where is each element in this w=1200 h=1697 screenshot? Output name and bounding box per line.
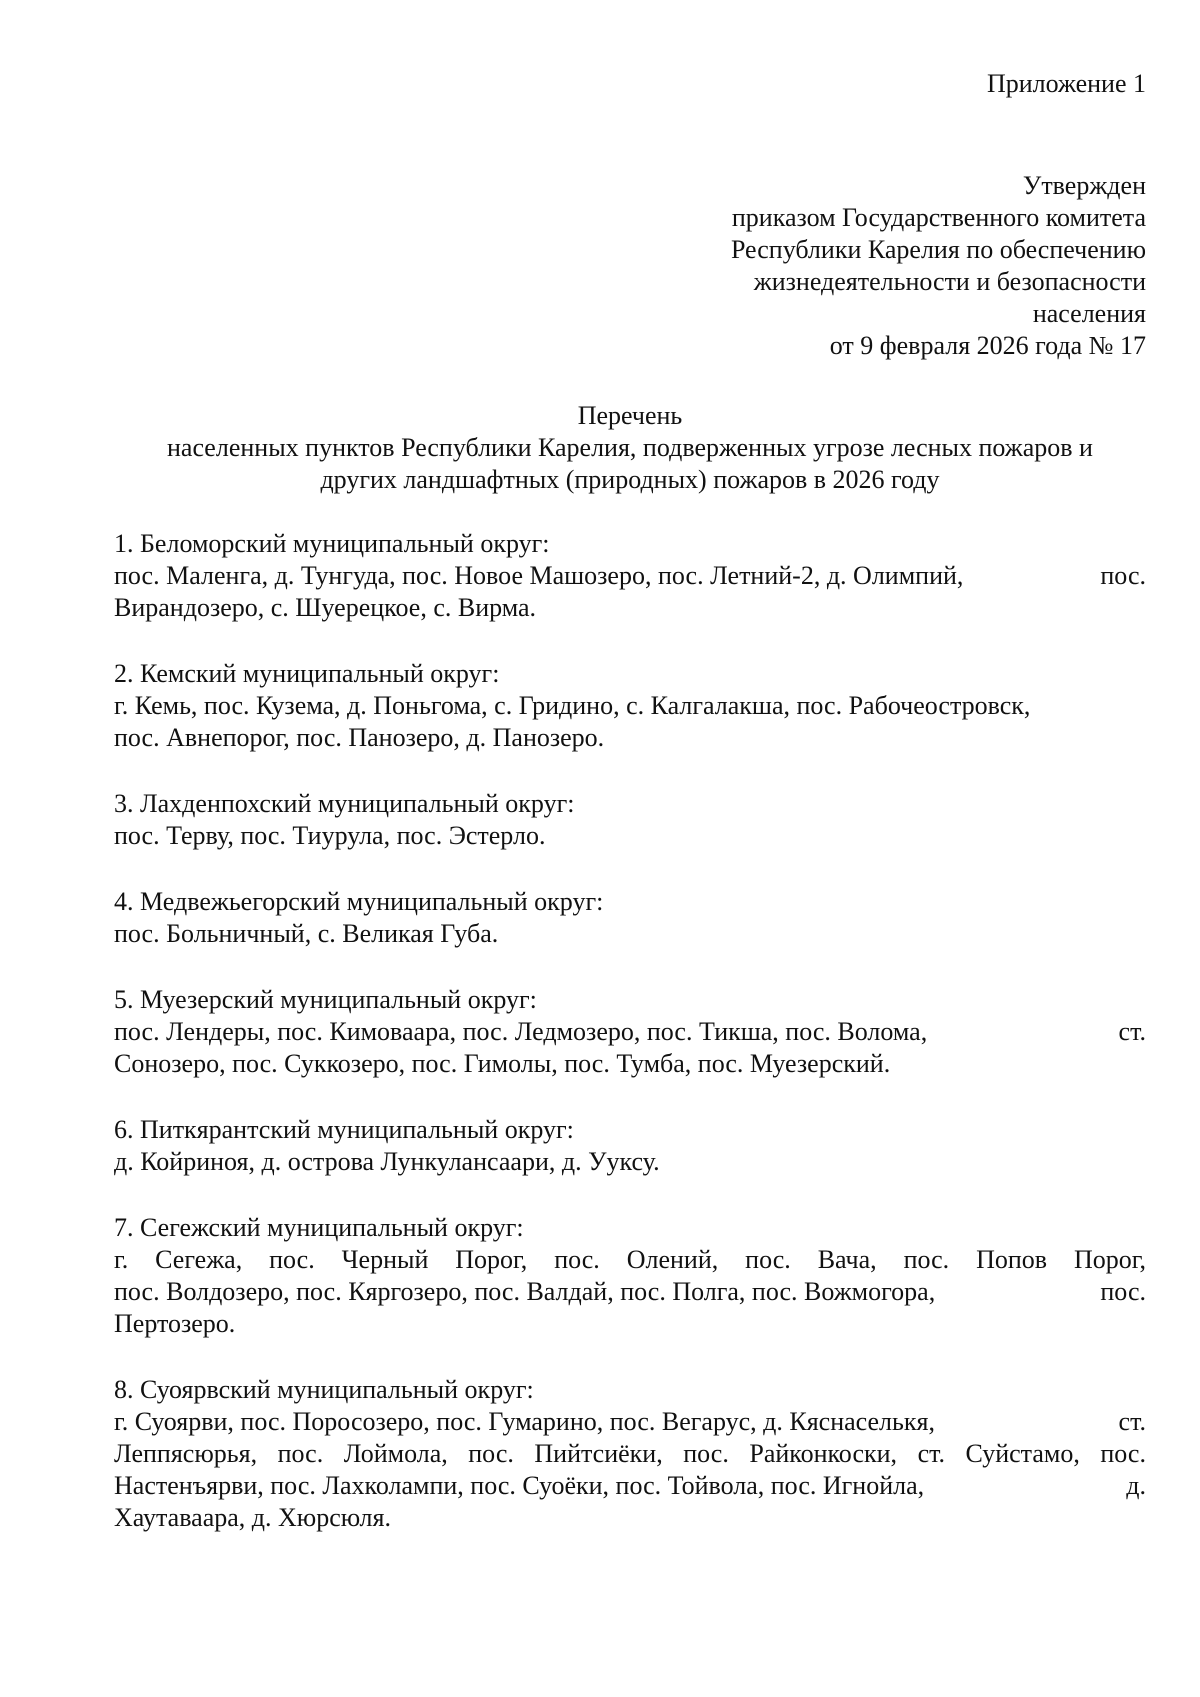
approval-line: населения <box>1032 299 1146 328</box>
district-settlements <box>114 1146 1146 1178</box>
title-line: населенных пунктов Республики Карелия, подверженных угрозе лесных пожаров и <box>167 433 1093 462</box>
settlement-word: Райконкоски, <box>749 1439 898 1468</box>
settlement-line: Сонозеро, пос. Суккозеро, пос. Гимолы, пос. Тумба, пос. Муезерский. <box>114 1049 891 1078</box>
settlement-text: пос. Лендеры, пос. Кимоваара, пос. Ледмозеро, пос. Тикша, пос. Волома, <box>114 1017 928 1046</box>
settlement-line: пос. Авнепорог, пос. Панозеро, д. Панозеро. <box>114 723 605 752</box>
settlement-word: пос. <box>683 1439 729 1468</box>
settlement-word: Вача, <box>817 1245 877 1274</box>
settlement-line: Вирандозеро, с. Шуерецкое, с. Вирма. <box>114 593 537 622</box>
district-item <box>114 788 1146 886</box>
district-settlements <box>114 1016 1146 1080</box>
settlement-text: пос. <box>1100 1277 1146 1306</box>
settlement-text: пос. Волдозеро, пос. Кяргозеро, пос. Валдай, пос. Полга, пос. Вожмогора, <box>114 1277 936 1306</box>
settlement-word: Порог, <box>455 1245 528 1274</box>
approval-line: Утвержден <box>1022 171 1146 200</box>
settlement-line: пос. Больничный, с. Великая Губа. <box>114 919 499 948</box>
document-title <box>114 400 1146 496</box>
district-item <box>114 1114 1146 1212</box>
settlement-word: пос. <box>269 1245 315 1274</box>
settlement-text: ст. <box>1118 1017 1146 1046</box>
district-list <box>114 528 1146 1568</box>
settlement-word: пос. <box>554 1245 600 1274</box>
title-line: других ландшафтных (природных) пожаров в 2026 году <box>320 465 940 494</box>
settlement-text: д. <box>1126 1471 1146 1500</box>
settlement-word: Черный <box>341 1245 429 1274</box>
title-line: Перечень <box>577 401 683 430</box>
approval-line: от 9 февраля 2026 года № 17 <box>829 331 1146 360</box>
settlement-text: г. Кемь, пос. Кузема, д. Поньгома, с. Гридино, с. Калгалакша, пос. Рабочеостровск, <box>114 691 1031 720</box>
settlement-line <box>114 1470 1146 1502</box>
district-heading: 4. Медвежьегорский муниципальный округ: <box>114 887 604 916</box>
district-heading: 2. Кемский муниципальный округ: <box>114 659 500 688</box>
settlement-line <box>114 1406 1146 1438</box>
settlement-word: Олений, <box>626 1245 719 1274</box>
settlement-word: пос. <box>468 1439 514 1468</box>
settlement-word: Леппясюрья, <box>114 1439 258 1468</box>
district-item <box>114 886 1146 984</box>
settlement-line: Хаутаваара, д. Хюрсюля. <box>114 1503 391 1532</box>
settlement-line: пос. Терву, пос. Тиурула, пос. Эстерло. <box>114 821 546 850</box>
district-settlements <box>114 1406 1146 1534</box>
settlement-word: пос. <box>745 1245 791 1274</box>
settlement-line <box>114 1438 1146 1470</box>
district-settlements <box>114 560 1146 624</box>
district-item <box>114 658 1146 788</box>
approval-line: Республики Карелия по обеспечению <box>730 235 1146 264</box>
settlement-word: Лоймола, <box>343 1439 448 1468</box>
settlement-word: Попов <box>976 1245 1048 1274</box>
approval-line: жизнедеятельности и безопасности <box>753 267 1146 296</box>
settlement-word: Суйстамо, <box>965 1439 1080 1468</box>
settlement-text: пос. <box>1100 561 1146 590</box>
district-settlements <box>114 690 1146 754</box>
approval-block <box>731 170 1146 362</box>
appendix-label: Приложение 1 <box>986 69 1146 98</box>
settlement-word: Порог, <box>1073 1245 1146 1274</box>
settlement-line: Пертозеро. <box>114 1309 236 1338</box>
settlement-word: г. <box>114 1245 129 1274</box>
district-heading: 6. Питкярантский муниципальный округ: <box>114 1115 574 1144</box>
district-settlements <box>114 1244 1146 1340</box>
settlement-word: ст. <box>917 1439 946 1468</box>
approval-line: приказом Государственного комитета <box>731 203 1146 232</box>
settlement-word: Сегежа, <box>155 1245 243 1274</box>
district-settlements <box>114 820 1146 852</box>
settlement-text: г. Суоярви, пос. Поросозеро, пос. Гумарино, пос. Вегарус, д. Кяснаселькя, <box>114 1407 935 1436</box>
settlement-text: Настенъярви, пос. Лахколампи, пос. Суоёки, пос. Тойвола, пос. Игнойла, <box>114 1471 925 1500</box>
settlement-text: пос. Маленга, д. Тунгуда, пос. Новое Машозеро, пос. Летний-2, д. Олимпий, <box>114 561 964 590</box>
district-heading: 1. Беломорский муниципальный округ: <box>114 529 550 558</box>
settlement-line <box>114 690 1146 722</box>
settlement-word: пос. <box>1100 1439 1146 1468</box>
settlement-word: пос. <box>277 1439 324 1468</box>
district-item <box>114 984 1146 1114</box>
district-heading: 3. Лахденпохский муниципальный округ: <box>114 789 575 818</box>
settlement-line <box>114 1276 1146 1308</box>
district-heading: 5. Муезерский муниципальный округ: <box>114 985 537 1014</box>
settlement-word: Пийтсиёки, <box>534 1439 663 1468</box>
district-item <box>114 528 1146 658</box>
settlement-line <box>114 1244 1146 1276</box>
district-settlements <box>114 918 1146 950</box>
settlement-line <box>114 1016 1146 1048</box>
district-item <box>114 1374 1146 1568</box>
district-heading: 7. Сегежский муниципальный округ: <box>114 1213 524 1242</box>
settlement-line <box>114 560 1146 592</box>
district-heading: 8. Суоярвский муниципальный округ: <box>114 1375 534 1404</box>
settlement-line: д. Койриноя, д. острова Лункулансаари, д. Ууксу. <box>114 1147 660 1176</box>
district-item <box>114 1212 1146 1374</box>
settlement-word: пос. <box>903 1245 950 1274</box>
settlement-text: ст. <box>1118 1407 1146 1436</box>
